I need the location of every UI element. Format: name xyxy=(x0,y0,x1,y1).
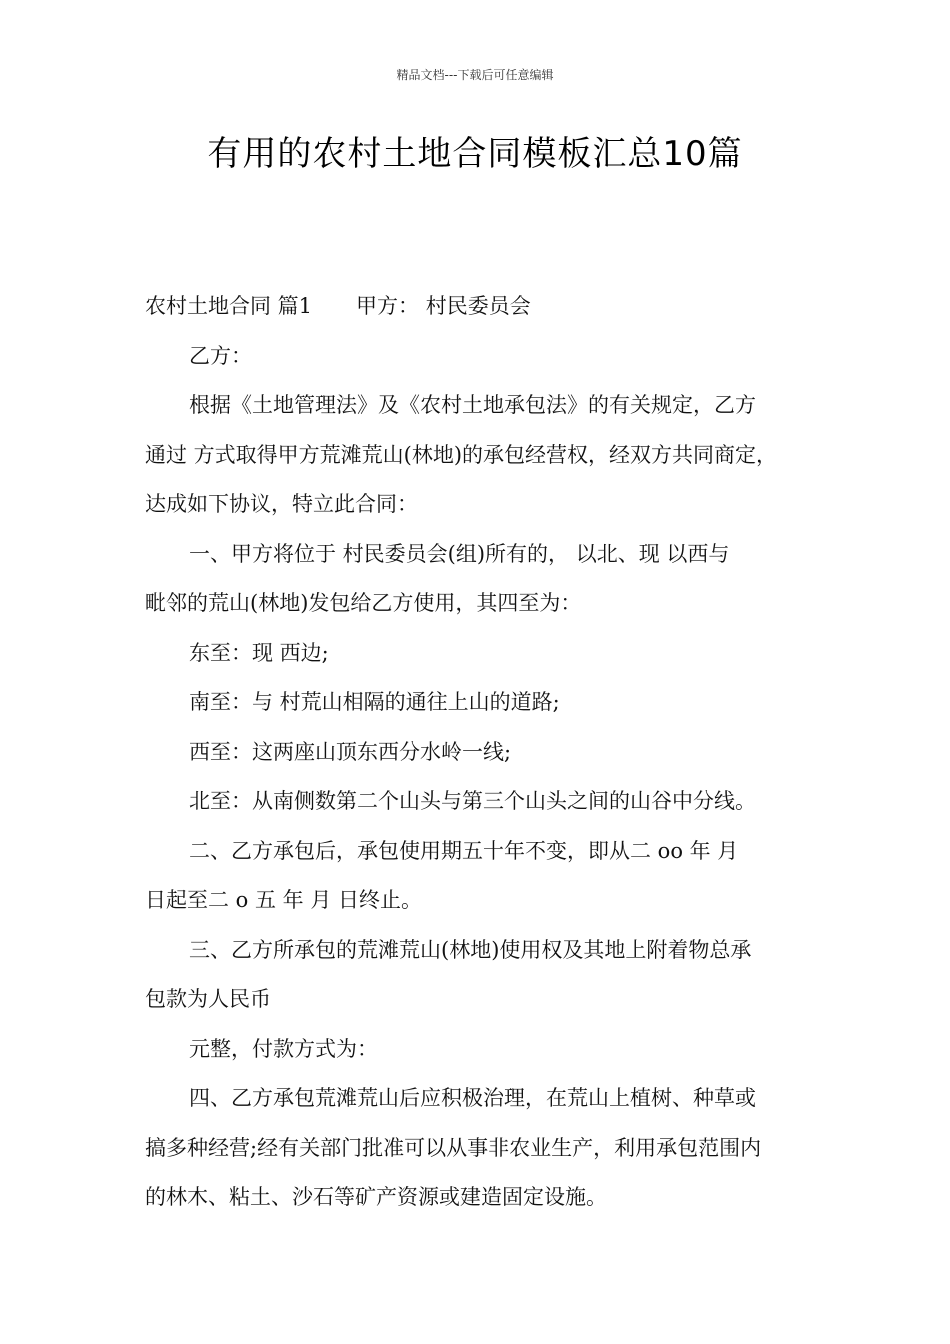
paragraph-line: 搞多种经营;经有关部门批准可以从事非农业生产，利用承包范围内 xyxy=(145,1135,762,1160)
paragraph-line: 南至：与 村荒山相隔的通往上山的道路; xyxy=(189,690,560,714)
document-title: 有用的农村土地合同模板汇总10篇 xyxy=(207,134,743,174)
paragraph-line: 一、甲方将位于 村民委员会(组)所有的， 以北、现 以西与 xyxy=(189,541,730,566)
paragraph-line: 包款为人民币 xyxy=(145,987,271,1011)
paragraph-line: 通过 方式取得甲方荒滩荒山(林地)的承包经营权，经双方共同商定， xyxy=(145,442,778,467)
section-heading: 农村土地合同 篇1 xyxy=(145,294,313,318)
paragraph-line: 毗邻的荒山(林地)发包给乙方使用，其四至为： xyxy=(145,591,582,615)
header-note: 精品文档---下载后可任意编辑 xyxy=(396,68,554,82)
paragraph-line: 东至：现 西边; xyxy=(189,640,329,665)
paragraph-line: 达成如下协议，特立此合同： xyxy=(145,492,418,516)
paragraph-line: 北至：从南侧数第二个山头与第三个山头之间的山谷中分线。 xyxy=(189,789,756,813)
paragraph-line: 西至：这两座山顶东西分水岭一线; xyxy=(189,739,512,764)
paragraph-line: 三、乙方所承包的荒滩荒山(林地)使用权及其地上附着物总承 xyxy=(189,937,752,962)
paragraph-line: 根据《土地管理法》及《农村土地承包法》的有关规定，乙方 xyxy=(189,393,756,417)
document-body xyxy=(145,282,825,1223)
paragraph-line: 二、乙方承包后，承包使用期五十年不变，即从二 oo 年 月 xyxy=(189,838,739,863)
paragraph-line: 乙方： xyxy=(189,343,252,368)
section-heading-line xyxy=(145,282,825,332)
paragraph-line: 日起至二 o 五 年 月 日终止。 xyxy=(145,888,423,912)
paragraph-line: 元整，付款方式为： xyxy=(189,1036,378,1061)
paragraph-line: 四、乙方承包荒滩荒山后应积极治理，在荒山上植树、种草或 xyxy=(189,1086,756,1110)
paragraph-line: 的林木、粘土、沙石等矿产资源或建造固定设施。 xyxy=(145,1185,607,1209)
party-a: 甲方： 村民委员会 xyxy=(356,294,531,318)
